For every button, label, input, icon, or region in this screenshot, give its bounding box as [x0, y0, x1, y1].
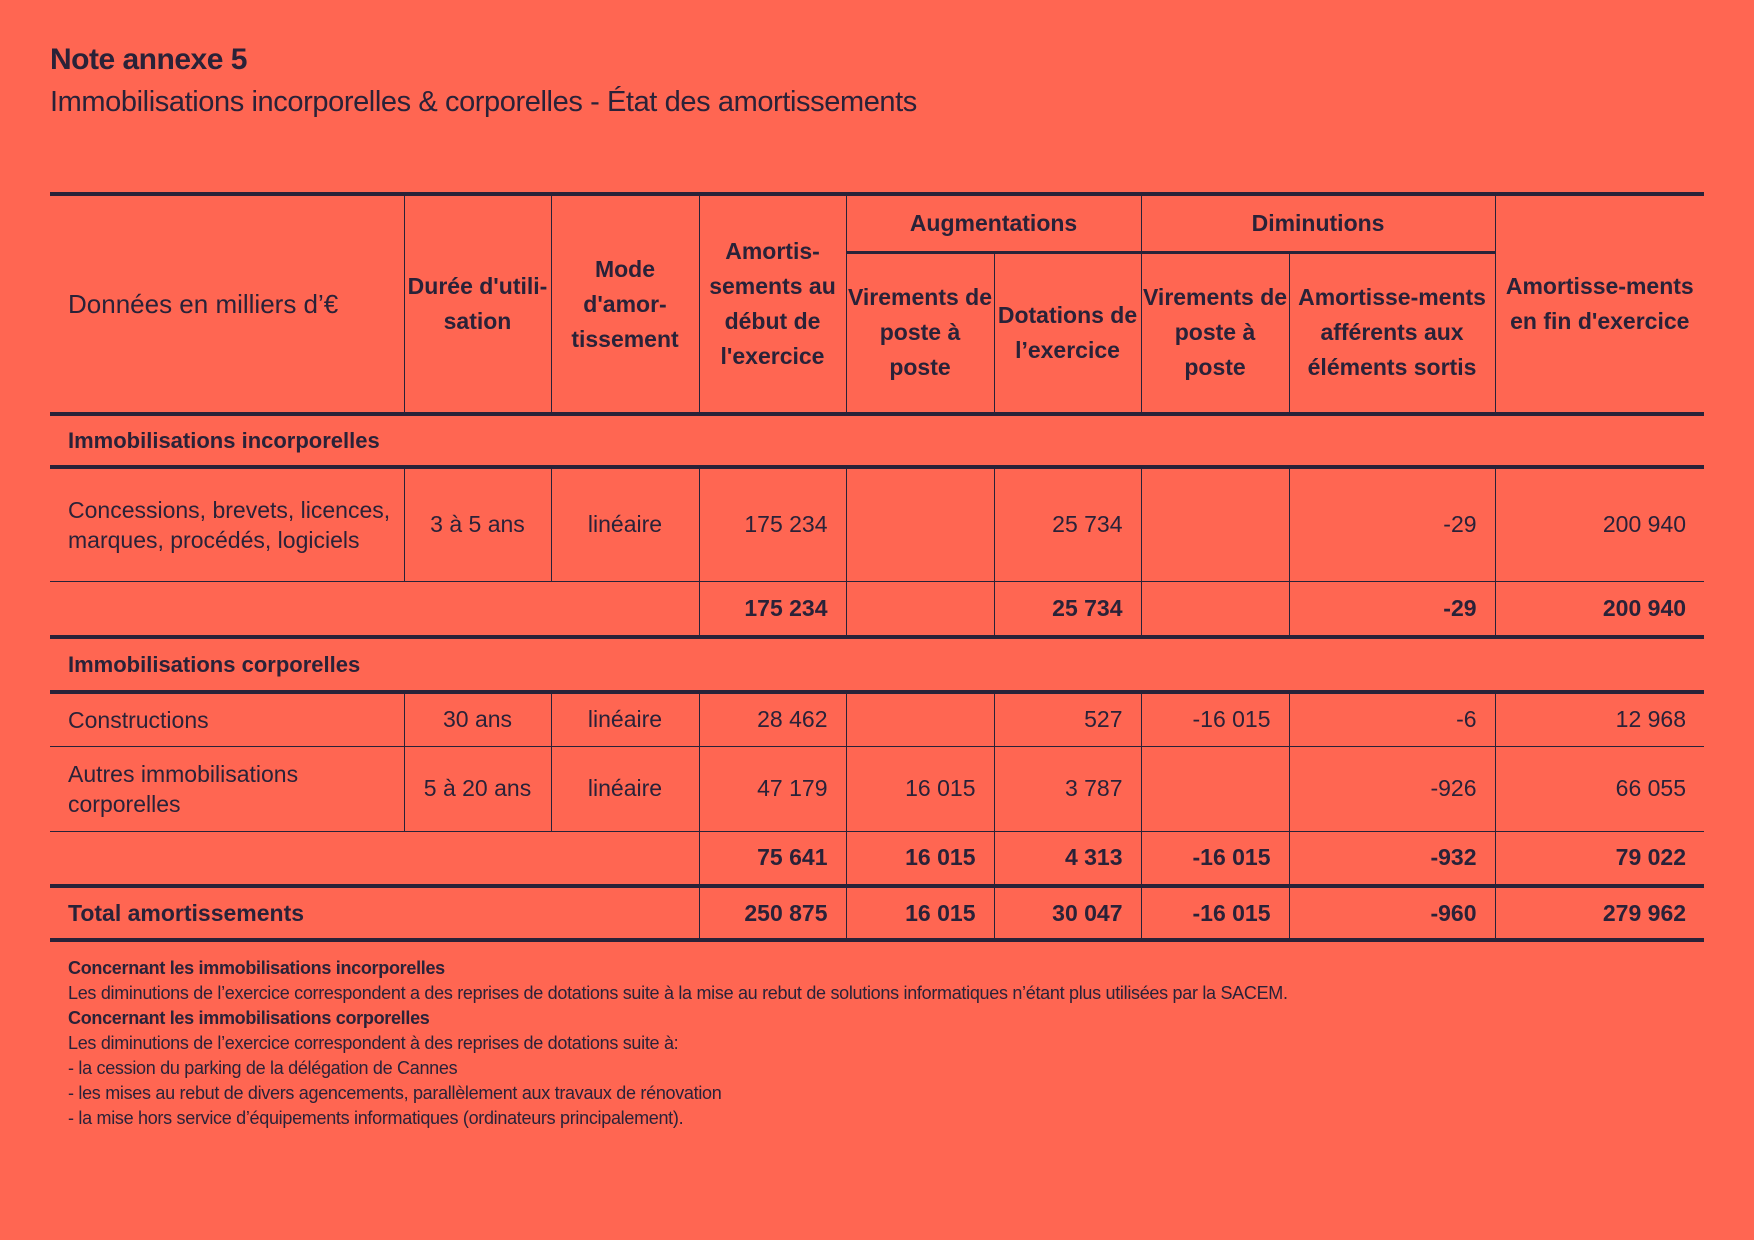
page: [50, 40, 1704, 1128]
total-row: [50, 886, 1704, 940]
row-duree: 3 à 5 ans: [404, 467, 551, 581]
row-mode: linéaire: [551, 746, 699, 831]
row-dim-sortis: -29: [1289, 467, 1495, 581]
row-label: Constructions: [50, 692, 404, 746]
subtotal-aug-dot: 25 734: [994, 581, 1141, 637]
row-dim-vir: [1141, 746, 1289, 831]
subtotal-row: [50, 581, 1704, 637]
row-aug-vir: 16 015: [846, 746, 994, 831]
subtotal-fin: 200 940: [1495, 581, 1704, 637]
amortization-table: [50, 192, 1704, 942]
total-debut: 250 875: [699, 886, 846, 940]
total-label: Total amortissements: [50, 886, 699, 940]
row-duree: 5 à 20 ans: [404, 746, 551, 831]
row-label: Autres immobilisations corporelles: [50, 746, 404, 831]
total-dim-sortis: -960: [1289, 886, 1495, 940]
note-line: Les diminutions de l’exercice correspondent a des reprises de dotations suite à la mise au rebut de solutions informatiques n’étant plus utilisées par la SACEM.: [68, 983, 1288, 1003]
table-row: [50, 467, 1704, 581]
row-dim-sortis: -6: [1289, 692, 1495, 746]
row-aug-dot: 25 734: [994, 467, 1141, 581]
row-debut: 175 234: [699, 467, 846, 581]
row-fin: 200 940: [1495, 467, 1704, 581]
header-dim-sortis: Amortisse-ments afférents aux éléments sortis: [1289, 252, 1495, 414]
row-fin: 12 968: [1495, 692, 1704, 746]
header-duree: Durée d'utili-sation: [404, 194, 551, 414]
total-aug-vir: 16 015: [846, 886, 994, 940]
row-dim-vir: [1141, 467, 1289, 581]
total-aug-dot: 30 047: [994, 886, 1141, 940]
table-row: [50, 692, 1704, 746]
header-label: Données en milliers d’€: [50, 194, 404, 414]
header-diminutions: Diminutions: [1141, 194, 1495, 252]
subtotal-aug-vir: [846, 581, 994, 637]
row-dim-sortis: -926: [1289, 746, 1495, 831]
total-dim-vir: -16 015: [1141, 886, 1289, 940]
note-heading: Concernant les immobilisations corporelles: [68, 1008, 430, 1028]
subtotal-dim-vir: -16 015: [1141, 831, 1289, 886]
note-line: - les mises au rebut de divers agencements, parallèlement aux travaux de rénovation: [68, 1083, 722, 1103]
row-mode: linéaire: [551, 692, 699, 746]
header-augmentations: Augmentations: [846, 194, 1141, 252]
subtotal-debut: 75 641: [699, 831, 846, 886]
row-fin: 66 055: [1495, 746, 1704, 831]
row-aug-dot: 3 787: [994, 746, 1141, 831]
header-aug-dotations: Dotations de l’exercice: [994, 252, 1141, 414]
subtotal-fin: 79 022: [1495, 831, 1704, 886]
section-title: Immobilisations incorporelles: [50, 414, 1704, 467]
page-title: Note annexe 5: [50, 43, 247, 76]
row-dim-vir: -16 015: [1141, 692, 1289, 746]
page-subtitle: Immobilisations incorporelles & corporelles - État des amortissements: [50, 86, 917, 118]
subtotal-aug-vir: 16 015: [846, 831, 994, 886]
row-aug-vir: [846, 692, 994, 746]
subtotal-dim-sortis: -29: [1289, 581, 1495, 637]
subtotal-dim-sortis: -932: [1289, 831, 1495, 886]
note-line: - la mise hors service d’équipements informatiques (ordinateurs principalement).: [68, 1108, 684, 1128]
notes: [68, 956, 1688, 1131]
row-aug-vir: [846, 467, 994, 581]
section-title: Immobilisations corporelles: [50, 637, 1704, 692]
header-fin: Amortisse-ments en fin d'exercice: [1495, 194, 1704, 414]
header-aug-virements: Virements de poste à poste: [846, 252, 994, 414]
table-row: [50, 746, 1704, 831]
subtotal-aug-dot: 4 313: [994, 831, 1141, 886]
subtotal-debut: 175 234: [699, 581, 846, 637]
header-mode: Mode d'amor-tissement: [551, 194, 699, 414]
row-debut: 47 179: [699, 746, 846, 831]
row-mode: linéaire: [551, 467, 699, 581]
row-debut: 28 462: [699, 692, 846, 746]
subtotal-dim-vir: [1141, 581, 1289, 637]
total-fin: 279 962: [1495, 886, 1704, 940]
note-heading: Concernant les immobilisations incorporelles: [68, 958, 445, 978]
row-duree: 30 ans: [404, 692, 551, 746]
header-dim-virements: Virements de poste à poste: [1141, 252, 1289, 414]
subtotal-row: [50, 831, 1704, 886]
note-line: Les diminutions de l’exercice correspondent à des reprises de dotations suite à:: [68, 1033, 679, 1053]
header-debut: Amortis-sements au début de l'exercice: [699, 194, 846, 414]
row-label: Concessions, brevets, licences, marques, procédés, logiciels: [50, 467, 404, 581]
note-line: - la cession du parking de la délégation de Cannes: [68, 1058, 458, 1078]
row-aug-dot: 527: [994, 692, 1141, 746]
